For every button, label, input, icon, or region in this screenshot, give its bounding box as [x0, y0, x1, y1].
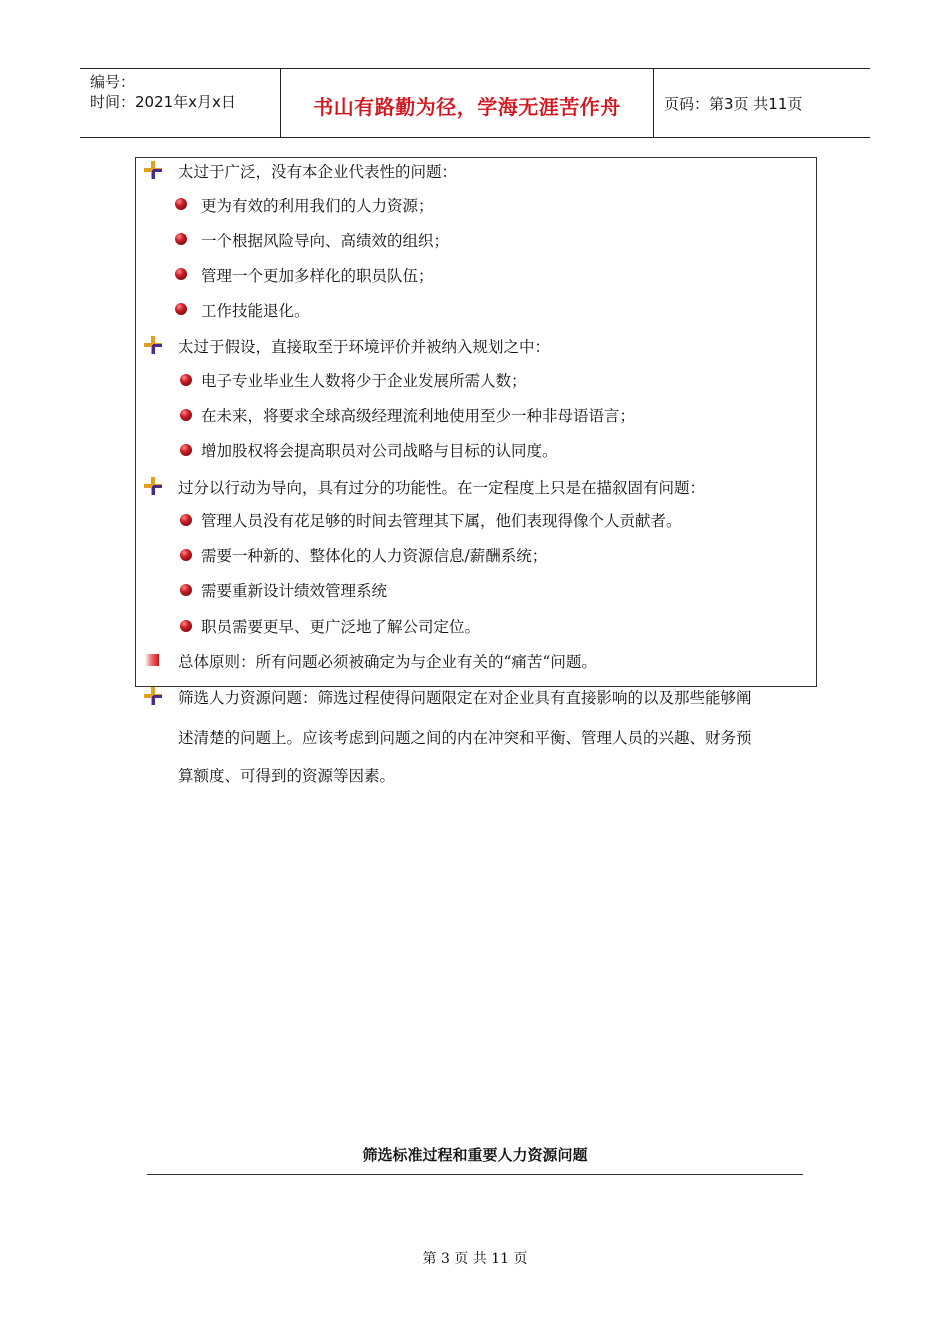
list-item: 在未来，将要求全球高级经理流利地使用至少一种非母语语言；	[201, 407, 636, 425]
list-item: 一个根据风险导向、高绩效的组织；	[201, 232, 450, 250]
red-ball-bullet-icon	[180, 409, 192, 421]
principle-text: 总体原则：所有问题必须被确定为与企业有关的“痛苦“问题。	[178, 653, 597, 671]
caption-divider	[147, 1174, 803, 1175]
document-date-label: 时间：2021年x月x日	[90, 93, 236, 111]
document-number-label: 编号：	[90, 73, 136, 91]
red-ball-bullet-icon	[180, 514, 192, 526]
header-page-cell	[654, 69, 870, 137]
list-item: 管理一个更加多样化的职员队伍；	[201, 267, 434, 285]
red-ball-bullet-icon	[175, 268, 187, 280]
figure-caption: 筛选标准过程和重要人力资源问题	[362, 1146, 588, 1164]
section-title: 太过于假设，直接取至于环境评价并被纳入规划之中：	[178, 338, 551, 356]
section-title: 过分以行动为导向，具有过分的功能性。在一定程度上只是在描叙固有问题：	[178, 479, 706, 497]
plus-icon	[144, 161, 162, 179]
list-item: 职员需要更早、更广泛地了解公司定位。	[201, 618, 481, 636]
list-item: 增加股权将会提高职员对公司战略与目标的认同度。	[201, 442, 558, 460]
list-item: 管理人员没有花足够的时间去管理其下属，他们表现得像个人贡献者。	[201, 512, 682, 530]
red-ball-bullet-icon	[180, 444, 192, 456]
screening-paragraph-line: 筛选人力资源问题：筛选过程使得问题限定在对企业具有直接影响的以及那些能够阐	[178, 689, 752, 707]
plus-icon	[144, 477, 162, 495]
list-item: 电子专业毕业生人数将少于企业发展所需人数；	[201, 372, 527, 390]
red-ball-bullet-icon	[175, 233, 187, 245]
page-footer: 第 3 页 共 11 页	[422, 1251, 528, 1267]
list-item: 需要重新设计绩效管理系统	[201, 582, 388, 600]
red-ball-bullet-icon	[175, 198, 187, 210]
red-ball-bullet-icon	[175, 303, 187, 315]
list-item: 更为有效的利用我们的人力资源；	[201, 197, 434, 215]
screening-paragraph-line: 述清楚的问题上。应该考虑到问题之间的内在冲突和平衡、管理人员的兴趣、财务预	[178, 729, 752, 747]
header-motto: 书山有路勤为径，学海无涯苦作舟	[313, 95, 621, 119]
list-item: 工作技能退化。	[201, 302, 310, 320]
plus-icon	[144, 687, 162, 705]
red-square-bullet-icon	[145, 654, 159, 666]
red-ball-bullet-icon	[180, 620, 192, 632]
red-ball-bullet-icon	[180, 584, 192, 596]
header-motto-cell	[281, 69, 654, 137]
document-header	[80, 68, 870, 138]
red-ball-bullet-icon	[180, 374, 192, 386]
screening-paragraph-line: 算额度、可得到的资源等因素。	[178, 767, 396, 785]
header-info-cell	[80, 69, 281, 137]
header-page-number: 页码：第3页 共11页	[664, 95, 803, 113]
list-item: 需要一种新的、整体化的人力资源信息/薪酬系统；	[201, 547, 548, 565]
red-ball-bullet-icon	[180, 549, 192, 561]
section-title: 太过于广泛，没有本企业代表性的问题：	[178, 163, 458, 181]
plus-icon	[144, 336, 162, 354]
